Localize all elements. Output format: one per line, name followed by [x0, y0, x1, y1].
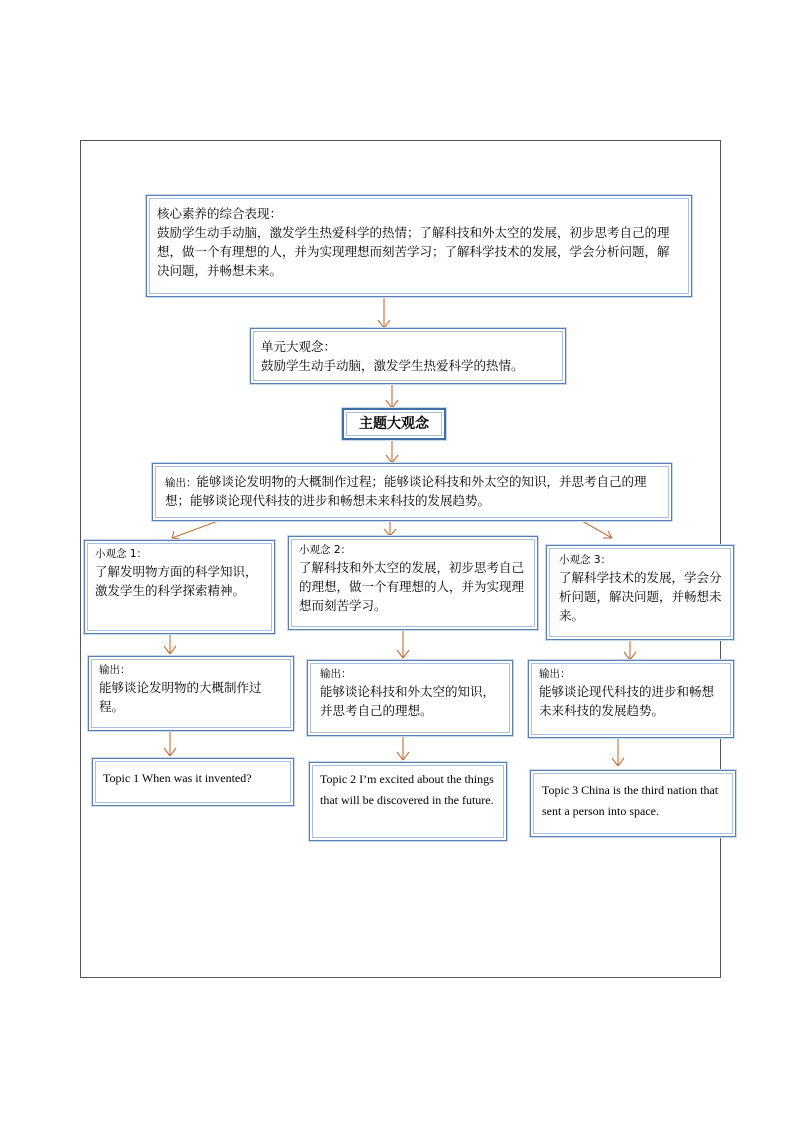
arrow-output-3-to-topic-3 [612, 738, 624, 766]
arrow-idea-2-to-output-2 [397, 630, 409, 658]
topic-2-text: Topic 2 I’m excited about the things that will be discovered in the future. [320, 772, 494, 807]
unit-big-idea-text: 鼓励学生动手动脑，激发学生热爱科学的热情。 [261, 358, 524, 373]
small-idea-1-label: 小观念 1： [95, 548, 148, 560]
arrow-output-to-idea-1 [172, 521, 218, 539]
output-1-label: 输出： [99, 664, 131, 676]
main-output-box [152, 463, 672, 521]
small-idea-2-label: 小观念 2： [299, 544, 352, 556]
output-2-label: 输出： [320, 668, 352, 680]
small-idea-1-text: 了解发明物方面的科学知识，激发学生的科学探索精神。 [95, 564, 258, 598]
arrow-idea-3-to-output-3 [624, 640, 636, 660]
core-competence-title: 核心素养的综合表现： [157, 206, 283, 221]
unit-big-idea-box [250, 328, 566, 384]
topic-1-text: Topic 1 When was it invented? [103, 771, 252, 785]
arrow-core-to-unit [378, 297, 390, 328]
theme-big-idea-box [342, 408, 446, 440]
arrow-theme-to-output [386, 440, 398, 463]
main-output-label: 输出： [165, 477, 197, 489]
arrow-output-2-to-topic-2 [397, 736, 409, 760]
arrow-output-to-idea-2 [384, 521, 396, 536]
small-idea-1-box [84, 540, 275, 634]
output-1-box [88, 656, 294, 731]
output-2-text: 能够谈论科技和外太空的知识，并思考自己的理想。 [320, 684, 496, 718]
small-idea-3-box [546, 545, 734, 640]
main-output-text: 能够谈论发明物的大概制作过程；能够谈论科技和外太空的知识，并思考自己的理想；能够谈论现代科技的进步和畅想未来科技的发展趋势。 [165, 474, 647, 508]
theme-big-idea-label: 主题大观念 [359, 416, 429, 432]
small-idea-2-text: 了解科技和外太空的发展，初步思考自己的理想，做一个有理想的人，并为实现理想而刻苦学习。 [299, 560, 525, 613]
output-3-text: 能够谈论现代科技的进步和畅想未来科技的发展趋势。 [539, 684, 715, 718]
output-2-box [307, 660, 513, 736]
output-3-label: 输出： [539, 668, 571, 680]
topic-1-box [92, 758, 294, 806]
unit-big-idea-title: 单元大观念： [261, 339, 337, 354]
output-1-text: 能够谈论发明物的大概制作过程。 [99, 680, 262, 714]
output-3-box [528, 660, 734, 738]
topic-3-text: Topic 3 China is the third nation that sent a person into space. [542, 783, 719, 818]
small-idea-3-label: 小观念 3： [559, 554, 612, 566]
arrow-idea-1-to-output-1 [164, 634, 176, 654]
topic-2-box [309, 762, 507, 841]
arrow-output-to-idea-3 [582, 521, 612, 538]
small-idea-2-box [288, 536, 538, 630]
topic-3-box [530, 770, 736, 837]
core-competence-text: 鼓励学生动手动脑，激发学生热爱科学的热情；了解科技和外太空的发展，初步思考自己的理想，做一个有理想的人，并为实现理想而刻苦学习；了解科学技术的发展，学会分析问题，解决问题，并畅想未来。 [157, 225, 670, 278]
core-competence-box [146, 195, 692, 297]
arrow-output-1-to-topic-1 [164, 731, 176, 756]
small-idea-3-text: 了解科学技术的发展，学会分析问题，解决问题，并畅想未来。 [559, 570, 722, 623]
arrow-unit-to-theme [386, 384, 398, 408]
